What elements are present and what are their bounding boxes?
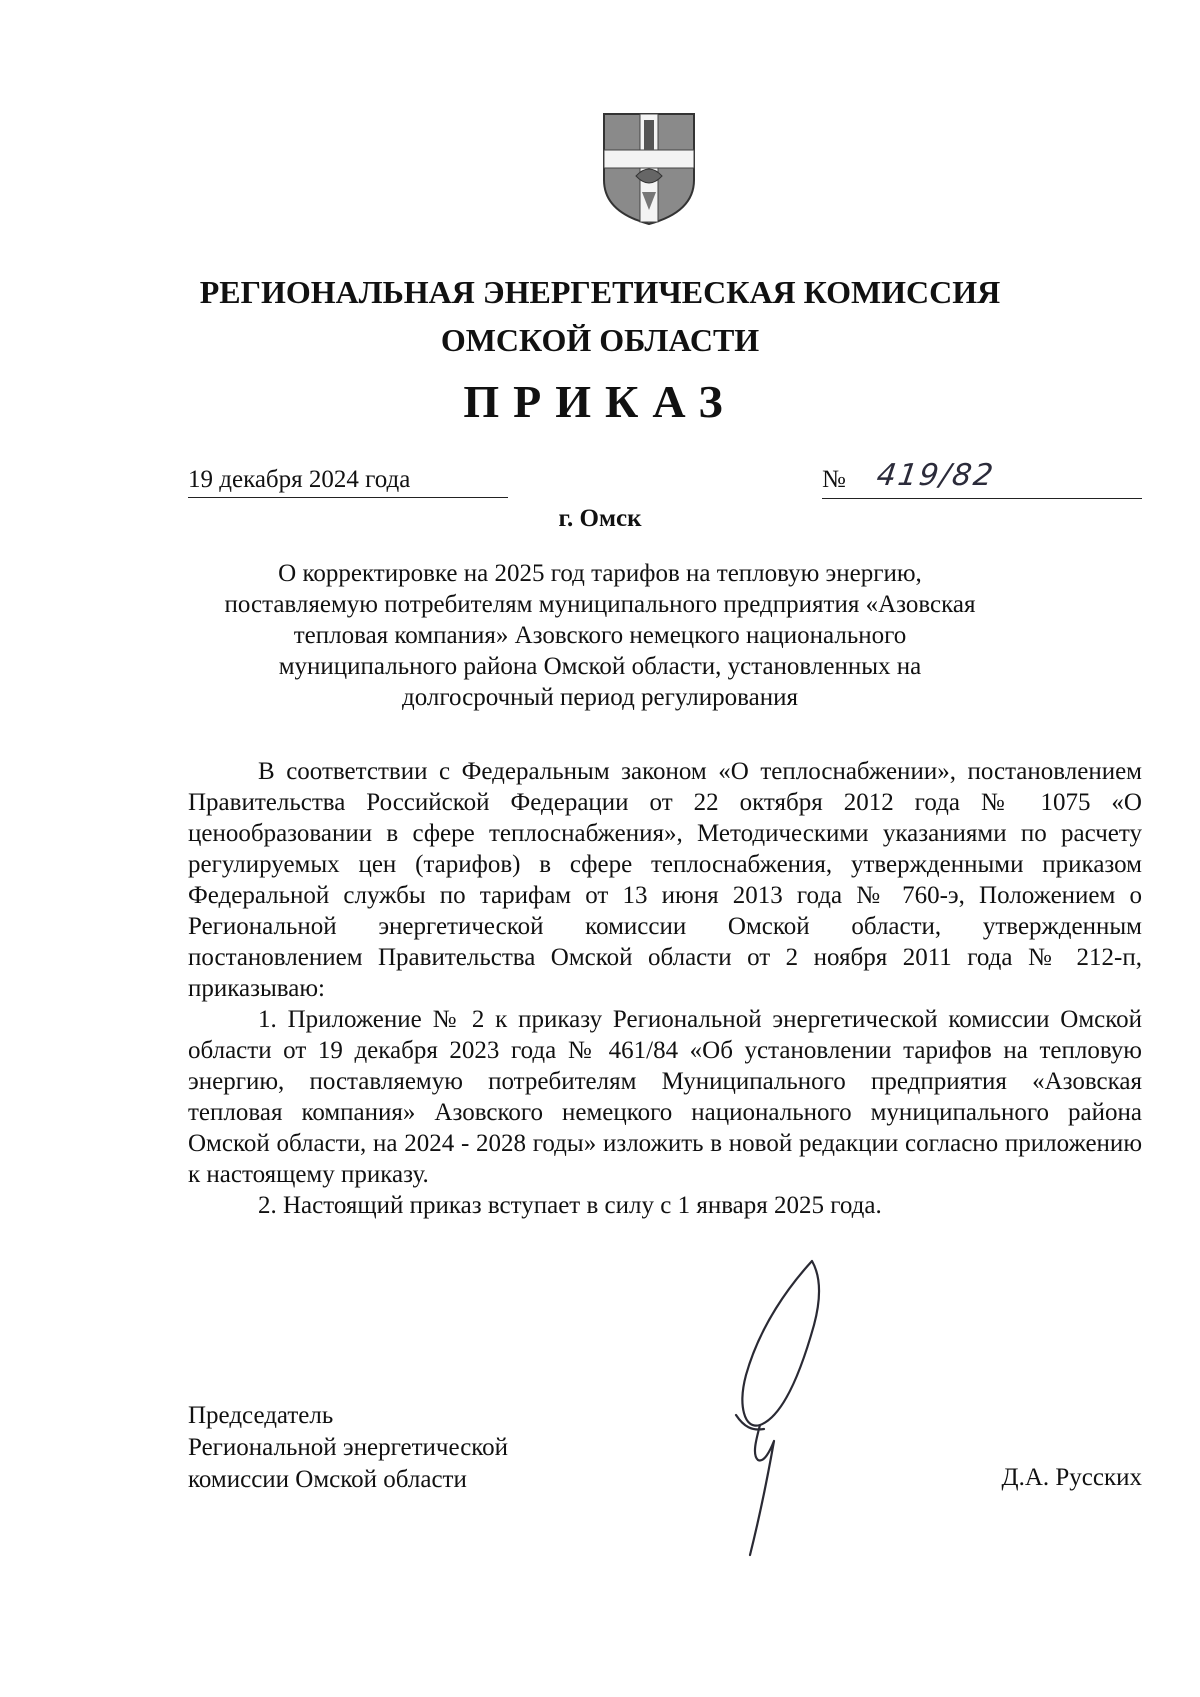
order-item-1: 1. Приложение № 2 к приказу Региональной энергетической комиссии Омской области от 19 декабря 2023 года № 461/84 «Об установлении тарифов на тепловую энергию, поставляемую потребителям Муниципального предприятия «Азовская тепловая компания» Азовского немецкого национального муниципального района Омской области, на 2024 - 2028 годы» изложить в новой редакции согласно приложению к настоящему приказу. [188,1006,1142,1188]
signer-title-line-2: Региональной энергетической [188,1434,509,1461]
signer-title-line-1: Председатель [188,1402,334,1429]
document-subject [200,558,1000,713]
subject-line: муниципального района Омской области, установленных на [278,653,922,680]
org-line-2: ОМСКОЙ ОБЛАСТИ [440,322,760,358]
subject-line: поставляемую потребителям муниципального предприятия «Азовская [224,591,976,618]
signer-name: Д.А. Русских [1001,1464,1142,1491]
signer-title [188,1400,508,1496]
handwritten-signature [730,1255,840,1565]
signer-title-line-3: комиссии Омской области [188,1466,467,1493]
org-line-1: РЕГИОНАЛЬНАЯ ЭНЕРГЕТИЧЕСКАЯ КОМИССИЯ [199,274,1001,310]
document-type-title: ПРИКАЗ [463,376,737,427]
emblem-cross-horizontal [604,150,694,168]
issuing-authority [150,268,1050,364]
coat-of-arms-emblem [600,110,698,228]
subject-line: тепловая компания» Азовского немецкого национального [293,622,907,649]
document-number-handwritten: 419/82 [874,458,998,493]
preamble-paragraph: В соответствии с Федеральным законом «О теплоснабжении», постановлением Правительства Российской Федерации от 22 октября 2012 года № 1075 «О ценообразовании в сфере теплоснабжения», Методическими указаниями по расчету регулируемых цен (тарифов) в сфере теплоснабжения, утвержденными приказом Федеральной службы по тарифам от 13 июня 2013 года № 760-э, Положением о Региональной энергетической комиссии Омской области, утвержденным постановлением Правительства Омской области от 2 ноября 2011 года № 212-п, приказываю: [188,758,1142,1002]
subject-line: долгосрочный период регулирования [402,684,798,711]
document-number-field [822,458,1142,499]
document-date: 19 декабря 2024 года [188,466,508,498]
number-sign: № [822,466,846,493]
document-body [188,756,1142,1221]
subject-line: О корректировке на 2025 год тарифов на тепловую энергию, [278,560,922,587]
order-item-2: 2. Настоящий приказ вступает в силу с 1 января 2025 года. [258,1192,882,1219]
document-city: г. Омск [558,505,642,532]
